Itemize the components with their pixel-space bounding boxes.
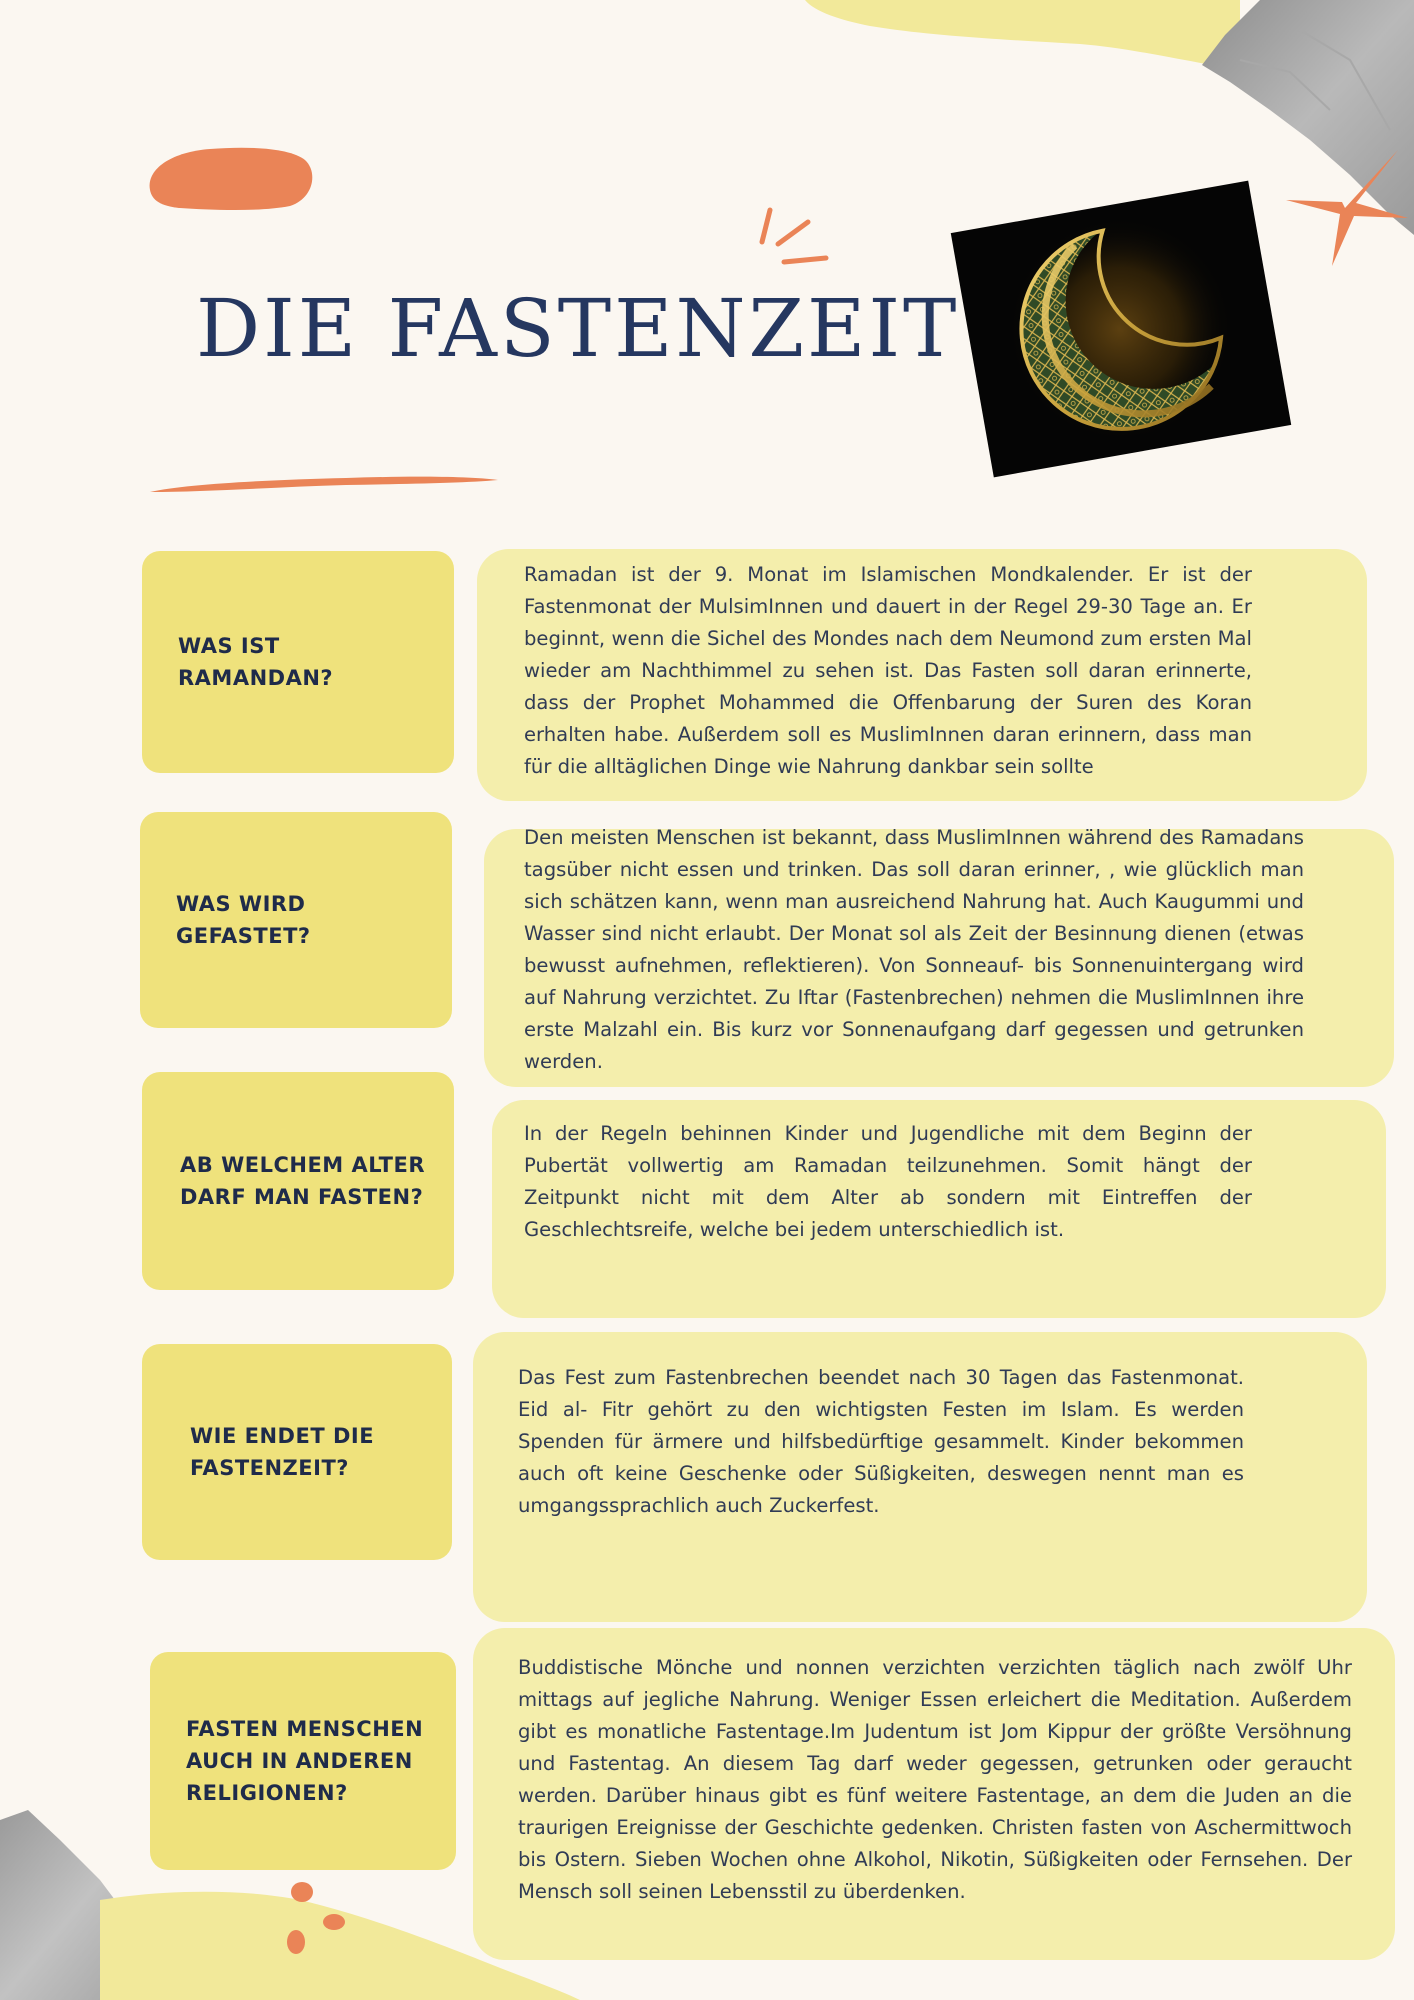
question-box bbox=[140, 812, 452, 1028]
crescent-moon-image bbox=[951, 181, 1291, 478]
answer-text: Den meisten Menschen ist bekannt, dass MuslimInnen während des Ramadans tagsüber nicht essen und trinken. Das soll daran erinner, , wie glücklich man sich schätzen kann, wenn man ausreichend Nahrung hat. Auch Kaugummi und Wasser sind nicht erlaubt. Der Monat sol als Zeit der Besinnung dienen (etwas bewusst aufnehmen, reflektieren). Von Sonneauf- bis Sonnenuintergang wird auf Nahrung verzichtet. Zu Iftar (Fastenbrechen) nehmen die MuslimInnen ihre erste Malzahl ein. Bis kurz vor Sonnenaufgang darf gegessen und getrunken werden. bbox=[524, 826, 1304, 1073]
question-label: WAS WIRD GEFASTET? bbox=[176, 892, 311, 948]
orange-blob bbox=[140, 146, 315, 212]
star-burst-icon bbox=[1280, 148, 1410, 268]
sparkle-lines-icon bbox=[750, 200, 840, 270]
crescent-moon-icon bbox=[951, 181, 1291, 478]
answer-text: Das Fest zum Fastenbrechen beendet nach 30 Tagen das Fastenmonat. Eid al- Fitr gehört zu den wichtigsten Festen im Islam. Es werden Spenden für ärmere und hilfsbedürftige gesammelt. Kinder bekommen auch oft keine Geschenke oder Süßigkeiten, deswegen nennt man es umgangssprachlich auch Zuckerfest. bbox=[518, 1366, 1244, 1517]
question-box bbox=[142, 551, 454, 773]
title-underline-stroke bbox=[146, 470, 502, 496]
question-box bbox=[150, 1652, 456, 1870]
question-box bbox=[142, 1072, 454, 1290]
top-yellow-swash bbox=[780, 0, 1240, 80]
question-box bbox=[142, 1344, 452, 1560]
question-label: AB WELCHEM ALTER DARF MAN FASTEN? bbox=[180, 1153, 425, 1209]
orange-dots bbox=[280, 1880, 350, 1960]
question-label: FASTEN MENSCHEN AUCH IN ANDEREN RELIGIONEN? bbox=[186, 1717, 424, 1805]
question-label: WIE ENDET DIE FASTENZEIT? bbox=[190, 1424, 375, 1480]
answer-text: Ramadan ist der 9. Monat im Islamischen Mondkalender. Er ist der Fastenmonat der MulsimInnen und dauert in der Regel 29-30 Tage an. Er beginnt, wenn die Sichel des Mondes nach dem Neumond zum ersten Mal wieder am Nachthimmel zu sehen ist. Das Fasten soll daran erinnerte, dass der Prophet Mohammed die Offenbarung der Suren des Koran erhalten habe. Außerdem soll es MuslimInnen daran erinnern, dass man für die alltäglichen Dinge wie Nahrung dankbar sein sollte bbox=[524, 563, 1252, 778]
question-label: WAS IST RAMANDAN? bbox=[178, 634, 334, 690]
answer-text: Buddistische Mönche und nonnen verzichten verzichten täglich nach zwölf Uhr mittags auf jegliche Nahrung. Weniger Essen erleichert die Meditation. Außerdem gibt es monatliche Fastentage.Im Judentum ist Jom Kippur der größte Versöhnung und Fastentag. An diesem Tag darf weder gegessen, getrunken oder geraucht werden. Darüber hinaus gibt es fünf weitere Fastentage, an dem die Juden an die traurigen Ereignisse der Geschichte gedenken. Christen fasten von Aschermittwoch bis Ostern. Sieben Wochen ohne Alkohol, Nikotin, Süßigkeiten oder Fernsehen. Der Mensch soll seinen Lebensstil zu überdenken. bbox=[518, 1656, 1352, 1903]
answer-text: In der Regeln behinnen Kinder und Jugendliche mit dem Beginn der Pubertät vollwertig am Ramadan teilzunehmen. Somit hängt der Zeitpunkt nicht mit dem Alter ab sondern mit Eintreffen der Geschlechtsreife, welche bei jedem unterschiedlich ist. bbox=[524, 1122, 1252, 1241]
page-title: DIE FASTENZEIT bbox=[196, 282, 960, 375]
